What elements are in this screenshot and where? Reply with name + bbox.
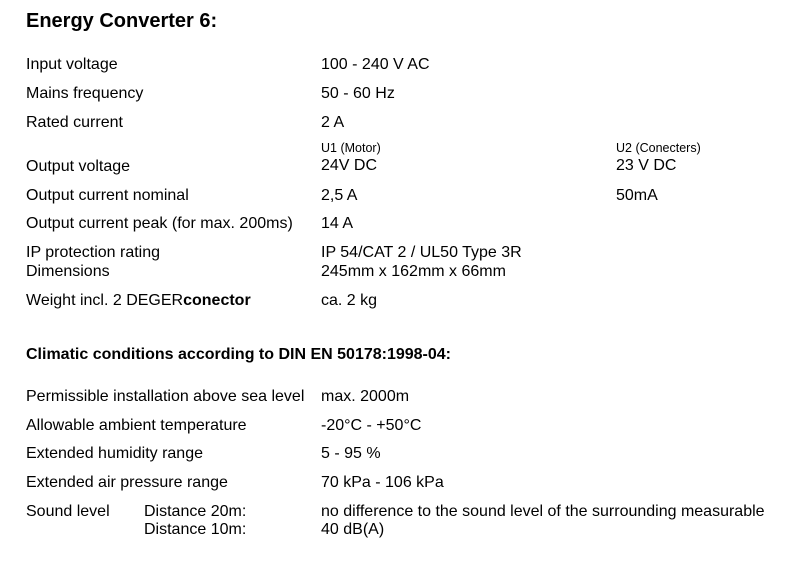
sound-value-20: no difference to the sound level of the surrounding measurable (321, 503, 765, 520)
installation-value: max. 2000m (321, 388, 410, 405)
output-voltage-u2: 23 V DC (616, 157, 677, 174)
output-current-peak-label: Output current peak (for max. 200ms) (26, 215, 293, 232)
humidity-value: 5 - 95 % (321, 445, 381, 462)
output-current-nominal-label: Output current nominal (26, 187, 189, 204)
output-current-nominal-u2: 50mA (616, 187, 658, 204)
weight-label (26, 291, 251, 310)
column-u1-header: U1 (Motor) (321, 141, 381, 155)
sound-distance-10-label: Distance 10m: (144, 521, 247, 538)
rated-current-label: Rated current (26, 114, 123, 131)
input-voltage-label: Input voltage (26, 56, 118, 73)
air-pressure-value: 70 kPa - 106 kPa (321, 474, 444, 491)
humidity-label: Extended humidity range (26, 445, 203, 462)
page-title: Energy Converter 6: (26, 10, 218, 32)
mains-frequency-label: Mains frequency (26, 85, 144, 102)
sound-level-label: Sound level (26, 503, 110, 520)
ambient-temp-value: -20°C - +50°C (321, 417, 422, 434)
installation-label: Permissible installation above sea level (26, 388, 305, 405)
weight-value: ca. 2 kg (321, 292, 378, 309)
column-u2-header: U2 (Conecters) (616, 141, 701, 155)
ambient-temp-label: Allowable ambient temperature (26, 417, 247, 434)
ip-protection-label: IP protection rating (26, 244, 161, 261)
output-current-peak-u1: 14 A (321, 215, 354, 232)
output-voltage-label: Output voltage (26, 158, 131, 175)
input-voltage-value: 100 - 240 V AC (321, 56, 430, 73)
sound-distance-20-label: Distance 20m: (144, 503, 247, 520)
dimensions-value: 245mm x 162mm x 66mm (321, 263, 506, 280)
mains-frequency-value: 50 - 60 Hz (321, 85, 395, 102)
climatic-heading: Climatic conditions according to DIN EN 50178:1998-04: (26, 346, 452, 363)
output-current-nominal-u1: 2,5 A (321, 187, 358, 204)
sound-value-10: 40 dB(A) (321, 521, 385, 538)
rated-current-value: 2 A (321, 114, 345, 131)
ip-protection-value: IP 54/CAT 2 / UL50 Type 3R (321, 244, 522, 261)
weight-label-prefix: Weight incl. 2 DEGER (26, 292, 184, 309)
weight-label-bold: conector (183, 292, 251, 309)
air-pressure-label: Extended air pressure range (26, 474, 228, 491)
output-voltage-u1: 24V DC (321, 157, 378, 174)
dimensions-label: Dimensions (26, 263, 110, 280)
